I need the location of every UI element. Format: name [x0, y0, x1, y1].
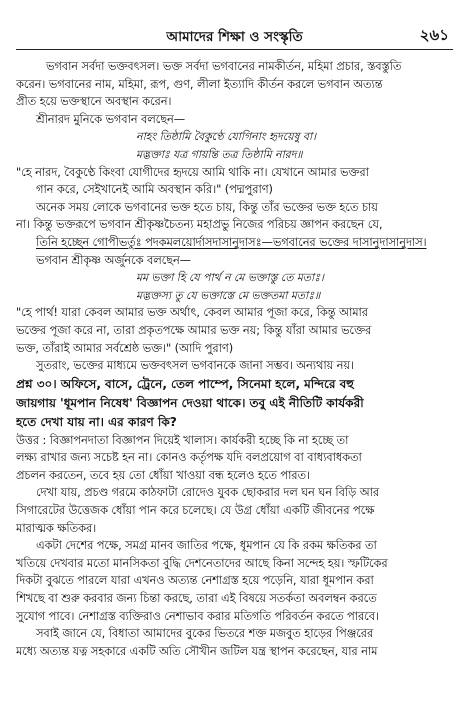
body-line: শিখছে বা শুরু করবার জন্য চিন্তা করছে, তারা এই বিষয়ে সতর্কতা অবলম্বন করতে: [16, 591, 377, 606]
page-header: [16, 22, 453, 50]
body-line: ভগবান শ্রীকৃষ্ণ অর্জুনকে বলছেন—: [36, 252, 191, 267]
sanskrit-verse-line: মম ভক্তা হি যে পার্থ ন মে ভক্তাস্তু তে মতাঃ।: [136, 271, 324, 285]
question-heading-line: হতে দেখা যায় না। এর কারণ কি?: [16, 414, 177, 429]
body-line: ভক্তের পূজা করে না, তারা প্রকৃতপক্ষে আমার ভক্ত নয়; কিন্তু যাঁরা আমার ভক্তের: [16, 322, 372, 337]
answer-line: উত্তর : বিজ্ঞাপনদাতা বিজ্ঞাপন দিয়েই খালাস। কার্যকরী হচ্ছে কি না হচ্ছে তা: [16, 432, 349, 447]
running-title: আমাদের শিক্ষা ও সংস্কৃতি: [166, 29, 303, 45]
body-line: সবাই জানে যে, বিধাতা আমাদের বুকের ভিতরে শক্ত মজবুত হাড়ের পিঞ্জরের: [36, 626, 374, 641]
body-line: ভক্ত, তাঁরাই আমার সর্বশ্রেষ্ঠ ভক্ত।" (আদি পুরাণ): [16, 340, 234, 355]
body-line: মধ্যে অত্যন্ত যত্ন সহকারে একটি অতি সৌখীন জটিল যন্ত্র স্থাপন করেছেন, যার নাম: [16, 643, 378, 658]
body-line: করেন। ভগবানের নাম, মহিমা, রূপ, গুণ, লীলা ইত্যাদি কীর্তন করলে ভগবান অত্যন্ত: [16, 76, 383, 91]
body-line: সুতরাং, ভক্তের মাধ্যমে ভক্তবৎসল ভগবানকে জানা সম্ভব। অন্যথায় নয়।: [36, 358, 354, 373]
sanskrit-verse-line: মদ্ভক্তস্য তু যে ভক্তাস্তে মে ভক্ততমা মতাঃ॥: [136, 288, 321, 302]
body-line: দিকটা বুঝতে পারলে যারা এখনও অত্যন্ত নেশাগ্রস্ত হয়ে পড়েনি, যারা ধূমপান করা: [16, 573, 374, 588]
body-line: প্রীত হয়ে ভক্তস্থানে অবস্থান করেন।: [16, 94, 172, 109]
body-line: "হে নারদ, বৈকুণ্ঠে কিংবা যোগীদের হৃদয়ে আমি থাকি না। যেখানে আমার ভক্তরা: [16, 164, 369, 179]
page-number: ২৬১: [419, 26, 449, 44]
page-body: [16, 58, 453, 660]
body-line: "হে পার্থ! যারা কেবল আমার ভক্ত অর্থাৎ, কেবল আমার পূজা করে, কিন্তু আমার: [16, 305, 368, 320]
body-line: অনেক সময় লোকে ভগবানের ভক্ত হতে চায়, কিন্তু তাঁর ভক্তের ভক্ত হতে চায়: [36, 199, 378, 214]
sanskrit-verse-line: মদ্ভক্তাঃ যত্র গায়ন্তি তত্র তিষ্ঠামি নারদ॥: [136, 147, 303, 161]
body-line: মারাত্মক ক্ষতিকর।: [16, 520, 97, 535]
body-line: তিনি হচ্ছেন গোপীভর্তুঃ পদকমলয়োর্দাসদাসানুদাসঃ—ভগবানের ভক্তের দাসানুদাসানুদাস।: [36, 234, 427, 249]
body-line: না। কিন্তু ভক্তরূপে ভগবান শ্রীকৃষ্ণচৈতন্য মহাপ্রভু নিজের পরিচয় জ্ঞাপন করছেন যে,: [16, 217, 383, 232]
body-line: গান করে, সেইখানেই আমি অবস্থান করি।" (পদ্মপুরাণ): [36, 182, 273, 197]
body-line: ভগবান সর্বদা ভক্তবৎসল। ভক্ত সর্বদা ভগবানের নামকীর্তন, মহিমা প্রচার, স্তবস্তুতি: [46, 59, 402, 73]
question-heading-line: প্রশ্ন ৩০। অফিসে, বাসে, ট্রেনে, তেল পাম্পে, সিনেমা হলে, মন্দিরে বহু: [16, 376, 354, 391]
header-rule: [16, 49, 453, 50]
question-heading-line: জায়গায় 'ধূমপান নিষেধ' বিজ্ঞাপন দেওয়া থাকে। তবু এই নীতিটি কার্যকরী: [16, 395, 364, 410]
body-line: সিগারেটের উত্তেজক ধোঁয়া পান করে চলেছে। যে উগ্র ধোঁয়া একটি জীবনের পক্ষে: [16, 503, 375, 518]
sanskrit-verse-line: নাহং তিষ্ঠামি বৈকুণ্ঠে যোগিনাং হৃদয়েষু বা।: [136, 130, 316, 144]
body-line: শ্রীনারদ মুনিকে ভগবান বলছেন—: [36, 111, 185, 126]
body-line: প্রচলন করতেন, তবে হয় তো ধোঁয়া খাওয়া বন্ধ হলেও হতে পারত।: [16, 467, 310, 482]
body-line: দেখা যায়, প্রচণ্ড গরমে কাঠফাটা রোদেও যুবক ছোকরার দল ঘন ঘন বিড়ি আর: [36, 485, 380, 500]
body-line: সুযোগ পাবে। নেশাগ্রস্ত ব্যক্তিরাও নেশাভাব করার মতিগতি পরিবর্তন করতে পারবে।: [16, 608, 379, 623]
body-line: একটা দেশের পক্ষে, সমগ্র মানব জাতির পক্ষে, ধূমপান যে কি রকম ক্ষতিকর তা: [36, 538, 377, 553]
body-line: খতিয়ে দেখবার মতো মানসিকতা বুদ্ধি দেশনেতাদের আছে কিনা সন্দেহ হয়। স্ফটিকের: [16, 555, 388, 570]
body-line: লক্ষ্য রাখার জন্য সচেষ্ট হন না। কোনও কর্তৃপক্ষ যদি বলপ্রয়োগ বা বাধ্যবাধকতা: [16, 450, 362, 465]
